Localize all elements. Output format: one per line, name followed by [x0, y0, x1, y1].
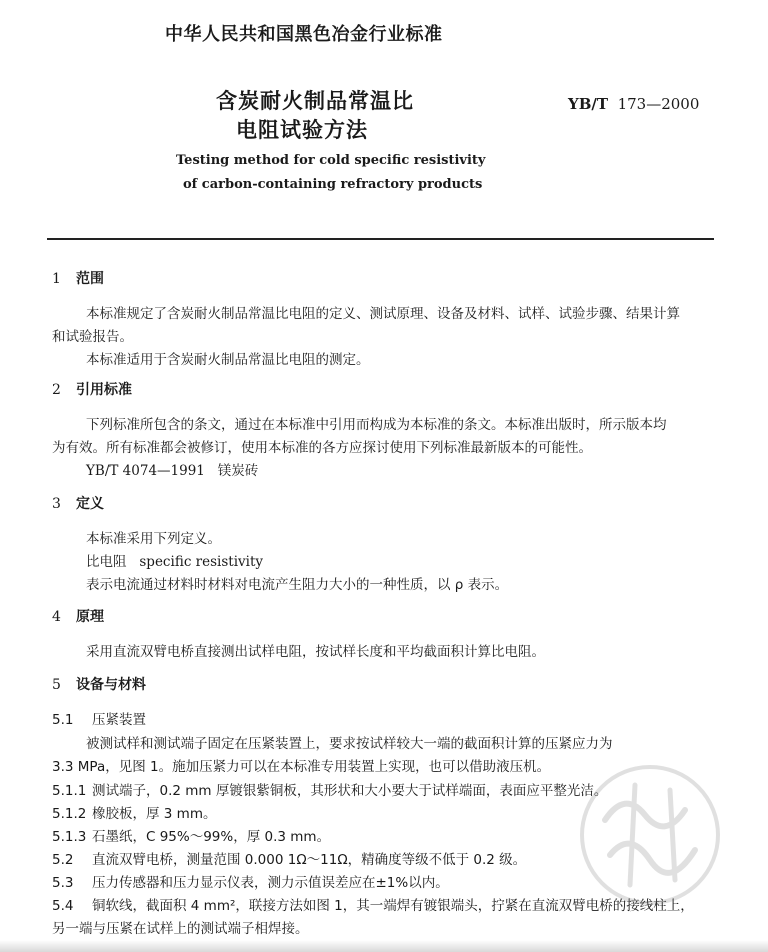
- clause-5-1: 5.1 压紧装置: [52, 712, 146, 728]
- standard-category-header: 中华人民共和国黑色冶金行业标准: [165, 24, 443, 45]
- section-heading-1: 1 范围: [52, 271, 104, 287]
- definition-text: 表示电流通过材料时材料对电流产生阻力大小的一种性质，以 ρ 表示。: [86, 577, 509, 593]
- clause-5-1-3: 5.1.3 石墨纸，C 95%～99%，厚 0.3 mm。: [52, 829, 331, 845]
- section1-paragraph-line1: 本标准规定了含炭耐火制品常温比电阻的定义、测试原理、设备及材料、试样、试验步骤、结果计算: [86, 306, 680, 322]
- clause-5-1-1: 5.1.1 测试端子，0.2 mm 厚镀银紫铜板，其形状和大小要大于试样端面，表面应平整光洁。: [52, 783, 608, 799]
- section-heading-3: 3 定义: [52, 496, 104, 512]
- clause-5-1-2: 5.1.2 橡胶板，厚 3 mm。: [52, 806, 217, 822]
- clause-5-4-line2: 另一端与压紧在试样上的测试端子相焊接。: [52, 921, 309, 937]
- watermark-seal-icon: [575, 760, 725, 910]
- clause-5-4: 5.4 铜软线，截面积 4 mm²，联接方法如图 1，其一端焊有镀银端头，拧紧在直流双臂电桥的接线柱上，: [52, 898, 694, 914]
- section1-paragraph2: 本标准适用于含炭耐火制品常温比电阻的测定。: [86, 352, 370, 368]
- clause-5-1-line1: 被测试样和测试端子固定在压紧装置上，要求按试样较大一端的截面积计算的压紧应力为: [86, 736, 613, 752]
- section2-paragraph-line2: 为有效。所有标准都会被修订，使用本标准的各方应探讨使用下列标准最新版本的可能性。: [52, 440, 592, 456]
- english-title-line1: Testing method for cold specific resistivity: [176, 153, 486, 168]
- section3-paragraph1: 本标准采用下列定义。: [86, 531, 221, 547]
- referenced-standard: YB/T 4074—1991 镁炭砖: [86, 463, 259, 479]
- document-title-line2: 电阻试验方法: [236, 118, 368, 142]
- document-title-line1: 含炭耐火制品常温比: [216, 89, 414, 113]
- page-bottom-edge: [0, 940, 768, 952]
- document-number-value: 173—2000: [617, 95, 700, 113]
- clause-5-2: 5.2 直流双臂电桥，测量范围 0.000 1Ω～11Ω，精确度等级不低于 0.2 级。: [52, 852, 527, 868]
- section2-paragraph-line1: 下列标准所包含的条文，通过在本标准中引用而构成为本标准的条文。本标准出版时，所示版本均: [86, 417, 667, 433]
- document-number: [568, 95, 699, 113]
- horizontal-rule: [47, 238, 714, 240]
- section-heading-5: 5 设备与材料: [52, 677, 146, 693]
- section4-paragraph: 采用直流双臂电桥直接测出试样电阻，按试样长度和平均截面积计算比电阻。: [86, 644, 545, 660]
- clause-5-1-line2: 3.3 MPa，见图 1。施加压紧力可以在本标准专用装置上实现，也可以借助液压机。: [52, 759, 551, 775]
- section-heading-4: 4 原理: [52, 609, 104, 625]
- clause-5-3: 5.3 压力传感器和压力显示仪表，测力示值误差应在±1%以内。: [52, 875, 449, 891]
- document-code: YB/T: [568, 95, 609, 113]
- section-heading-2: 2 引用标准: [52, 382, 132, 398]
- english-title-line2: of carbon-containing refractory products: [183, 177, 483, 192]
- definition-term: 比电阻 specific resistivity: [86, 554, 264, 570]
- section1-paragraph-line2: 和试验报告。: [52, 329, 133, 345]
